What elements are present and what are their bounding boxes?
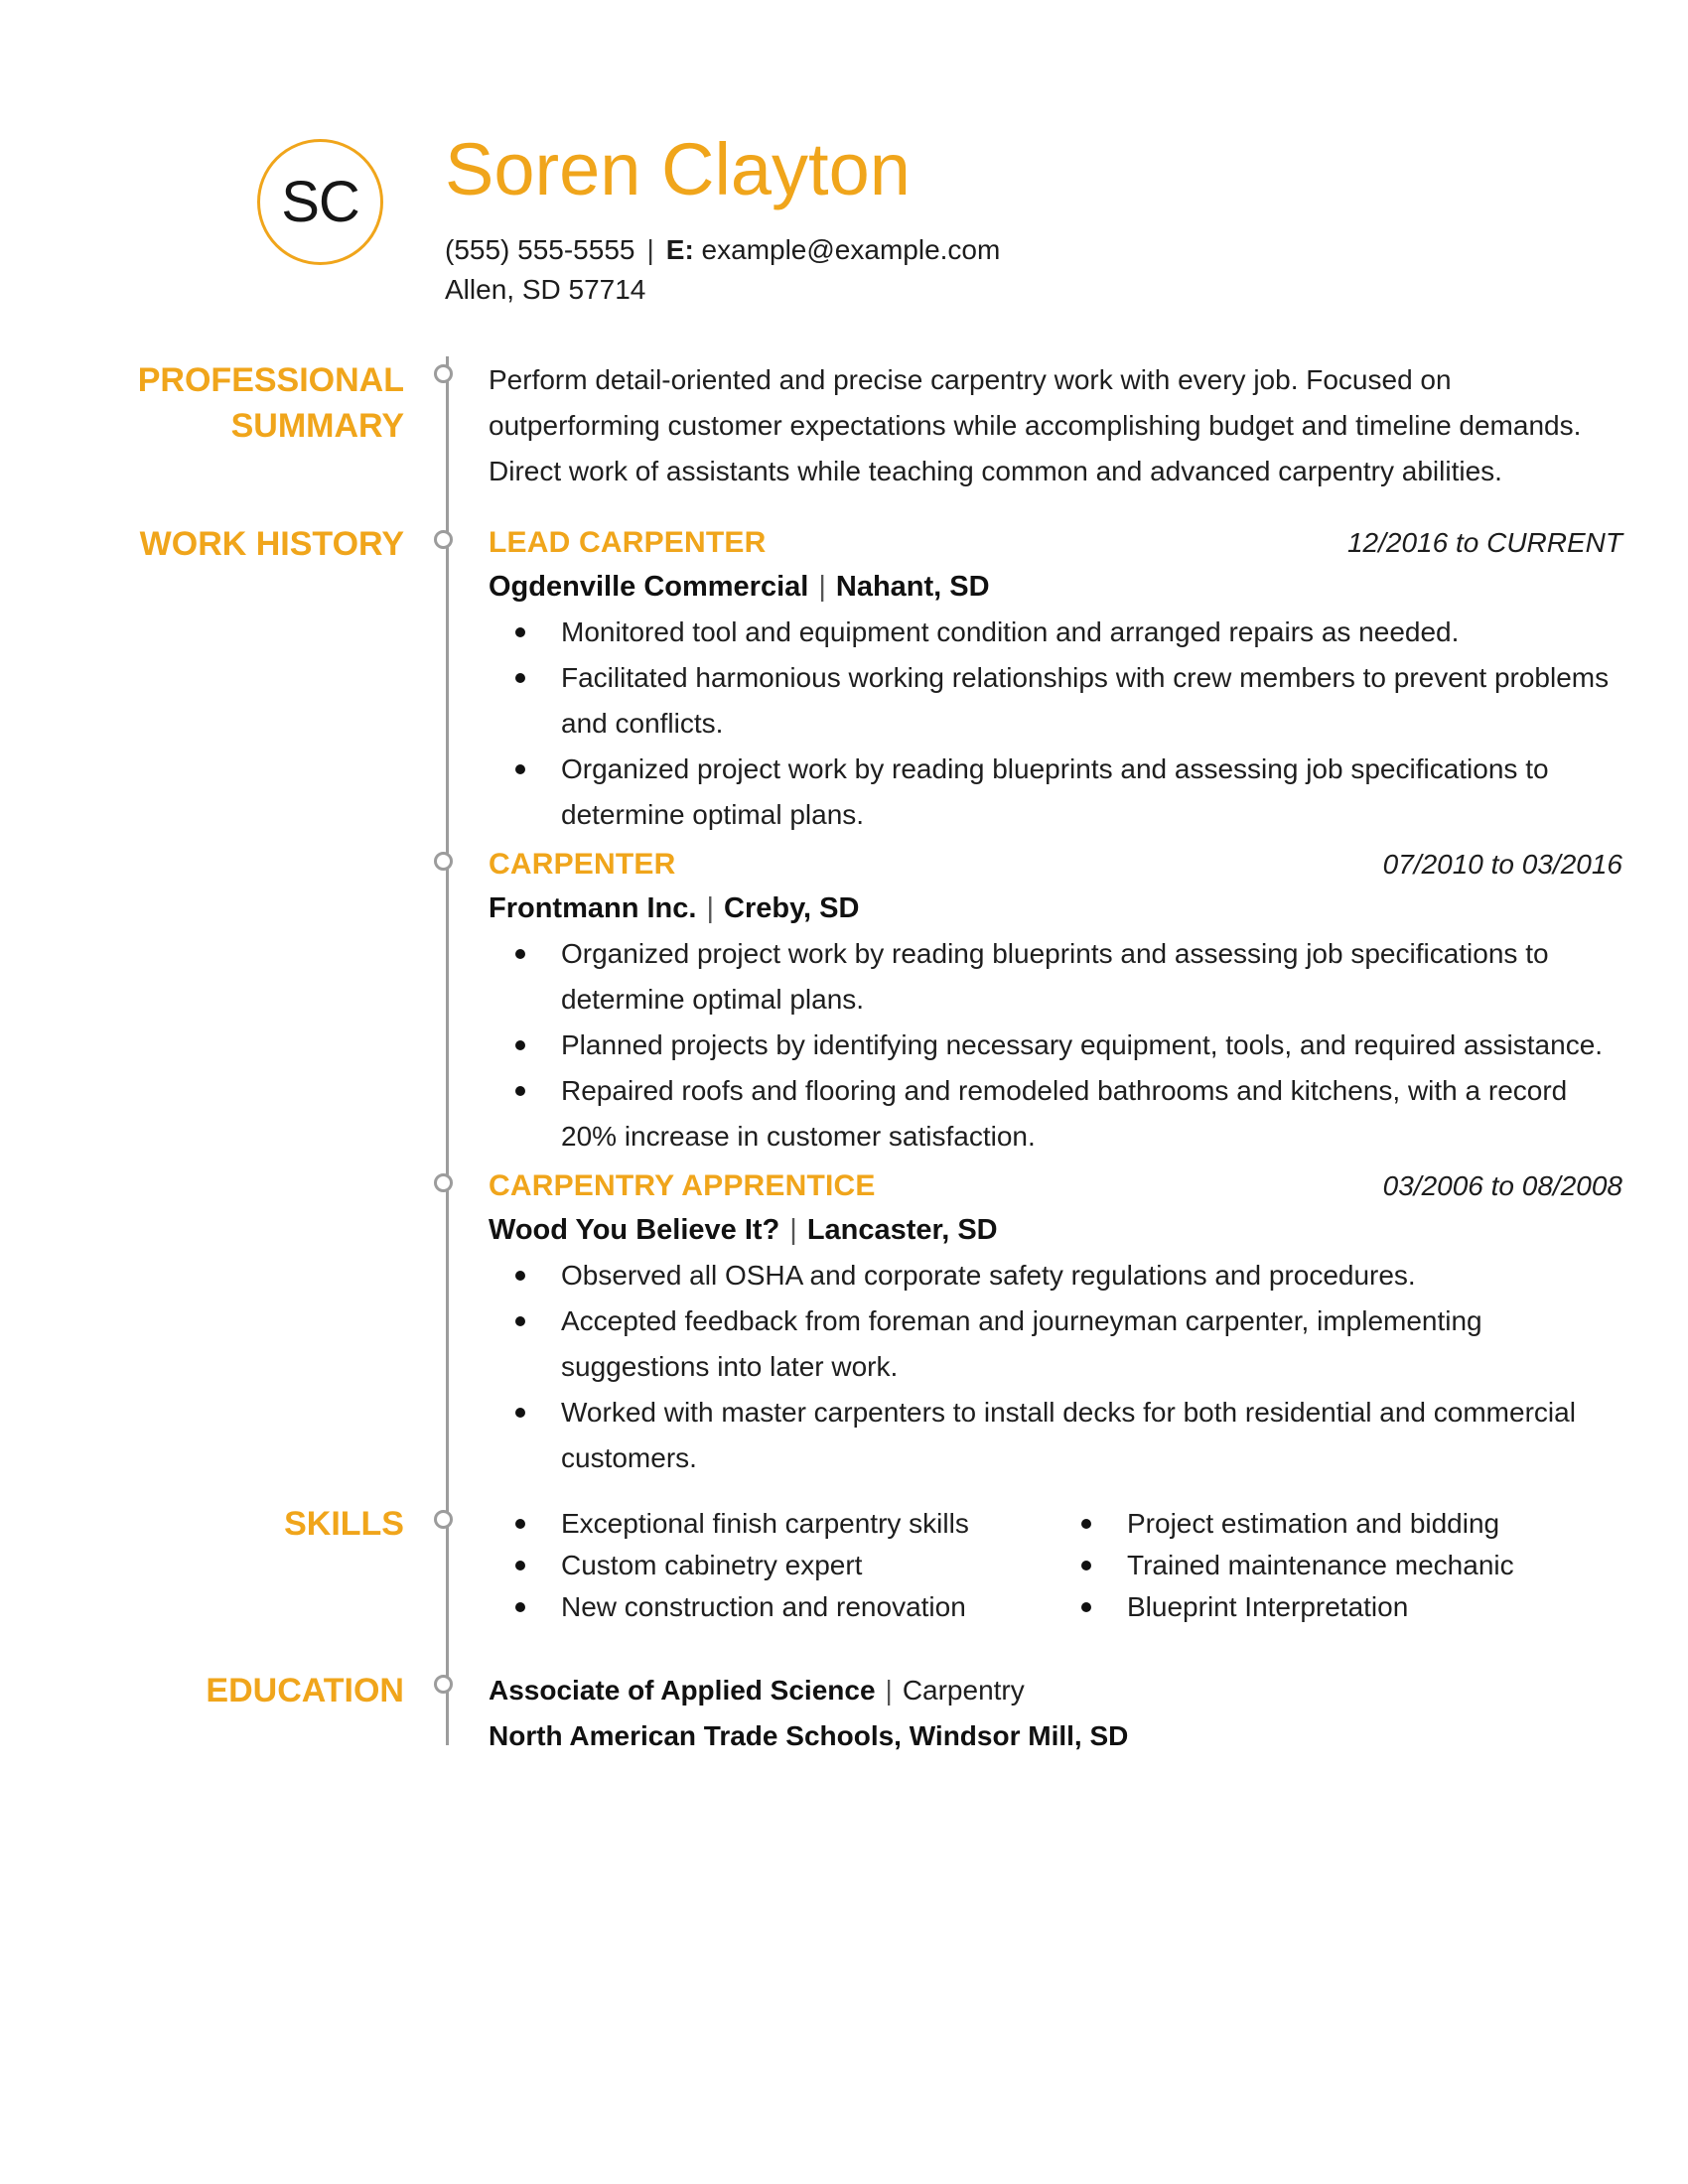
section-skills [0, 1503, 1688, 1628]
skill-item: Project estimation and bidding [1055, 1503, 1622, 1545]
monogram-avatar [257, 139, 383, 265]
section-label-summary: PROFESSIONAL SUMMARY [137, 360, 404, 445]
employer-separator: | [706, 891, 714, 924]
section-label-work-history: WORK HISTORY [139, 524, 404, 563]
employer-location: Lancaster, SD [806, 1213, 998, 1246]
job-employer-line [489, 1207, 1622, 1253]
employer-location: Creby, SD [724, 891, 860, 924]
job-bullet: Planned projects by identifying necessary equipment, tools, and required assistance. [489, 1023, 1622, 1068]
skill-item: New construction and renovation [489, 1586, 1055, 1628]
email-label: E: [665, 233, 694, 265]
summary-text: Perform detail-oriented and precise carpentry work with every job. Focused on outperforming customer expectations while accomplishing budget and timeline demands. Direct work of assistants while teaching common and advanced carpentry abilities. [489, 363, 1582, 486]
section-professional-summary [0, 357, 1688, 494]
timeline-dot [434, 1675, 453, 1694]
degree-field: Carpentry [902, 1674, 1025, 1706]
job-bullet: Accepted feedback from foreman and journeyman carpenter, implementing suggestions into later work. [489, 1298, 1622, 1390]
job-bullet: Facilitated harmonious working relationships with crew members to prevent problems and conflicts. [489, 655, 1622, 747]
resume-header [0, 0, 1688, 310]
employer-name: Frontmann Inc. [489, 891, 697, 924]
skill-item: Trained maintenance mechanic [1055, 1545, 1622, 1586]
job-employer-line [489, 886, 1622, 931]
job-bullet: Worked with master carpenters to install decks for both residential and commercial customers. [489, 1390, 1622, 1481]
contact-line [445, 230, 1000, 270]
job-bullet: Monitored tool and equipment condition and arranged repairs as needed. [489, 610, 1622, 655]
job-bullet: Observed all OSHA and corporate safety regulations and procedures. [489, 1253, 1622, 1298]
job-dates: 03/2006 to 08/2008 [1382, 1169, 1622, 1201]
contact-separator: | [646, 233, 654, 265]
degree-name: Associate of Applied Science [489, 1674, 876, 1706]
email-address: example@example.com [701, 233, 1001, 265]
degree-separator: | [885, 1674, 893, 1706]
timeline-dot [434, 364, 453, 383]
skill-item: Blueprint Interpretation [1055, 1586, 1622, 1628]
phone-number: (555) 555-5555 [445, 233, 635, 265]
resume-body [0, 357, 1688, 1759]
job-bullet: Organized project work by reading blueprints and assessing job specifications to determine optimal plans. [489, 747, 1622, 838]
job-bullet-list [489, 1253, 1622, 1481]
timeline-dot [434, 530, 453, 549]
employer-separator: | [789, 1213, 797, 1246]
job-title: LEAD CARPENTER [489, 525, 767, 559]
job-employer-line [489, 564, 1622, 610]
section-label-skills: SKILLS [284, 1504, 404, 1543]
employer-separator: | [818, 570, 826, 603]
timeline-dot [434, 1510, 453, 1529]
employer-location: Nahant, SD [835, 570, 990, 603]
skills-column-left [489, 1503, 1055, 1628]
timeline-dot [434, 1173, 453, 1192]
timeline-dot [434, 852, 453, 871]
job-dates: 12/2016 to CURRENT [1346, 526, 1622, 558]
job-dates: 07/2010 to 03/2016 [1382, 848, 1622, 880]
skills-column-right [1055, 1503, 1622, 1628]
employer-name: Ogdenville Commercial [489, 570, 809, 603]
job-entry [489, 846, 1622, 1160]
job-title: CARPENTRY APPRENTICE [489, 1168, 876, 1202]
section-label-education: EDUCATION [206, 1671, 404, 1709]
employer-name: Wood You Believe It? [489, 1213, 780, 1246]
job-entry [489, 1167, 1622, 1481]
page-title: Soren Clayton [445, 128, 911, 210]
address: Allen, SD 57714 [445, 273, 646, 305]
job-bullet: Organized project work by reading blueprints and assessing job specifications to determine optimal plans. [489, 931, 1622, 1023]
education-degree-line [489, 1668, 1622, 1713]
job-bullet: Repaired roofs and flooring and remodeled bathrooms and kitchens, with a record 20% increase in customer satisfaction. [489, 1068, 1622, 1160]
skill-item: Custom cabinetry expert [489, 1545, 1055, 1586]
skill-item: Exceptional finish carpentry skills [489, 1503, 1055, 1545]
job-entry [489, 524, 1622, 838]
contact-info [445, 230, 1000, 310]
job-bullet-list [489, 610, 1622, 838]
job-bullet-list [489, 931, 1622, 1160]
section-work-history [0, 524, 1688, 1489]
section-education [0, 1668, 1688, 1759]
education-school: North American Trade Schools, Windsor Mill, SD [489, 1719, 1129, 1751]
monogram-initials: SC [281, 170, 359, 234]
job-title: CARPENTER [489, 847, 676, 881]
